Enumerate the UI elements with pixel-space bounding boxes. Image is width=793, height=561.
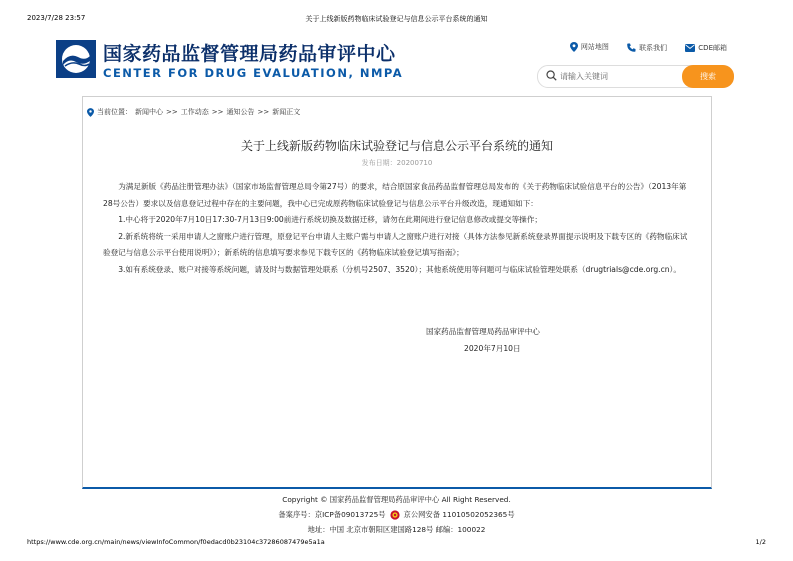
- breadcrumb-separator: >>: [257, 108, 270, 116]
- icp-record[interactable]: 备案序号：京ICP备09013725号: [278, 510, 386, 519]
- location-pin-icon: [570, 42, 578, 52]
- article-container: [82, 96, 712, 489]
- paragraph-item-2: 2.新系统将统一采用申请人之窗账户进行管理，原登记平台申请人主账户需与申请人之窗账户进行对接（具体方法参见新系统登录界面提示说明及下载专区的《药物临床试验登记与信息公示平台使用说明》）；新系统的信息填写要求参见下载专区的《药物临床试验登记填写指南》；: [103, 231, 688, 257]
- breadcrumb-item-work-news[interactable]: 工作动态: [180, 108, 209, 116]
- print-timestamp: 2023/7/28 23:57: [27, 14, 86, 22]
- contact-label: 联系我们: [639, 43, 668, 52]
- search-input[interactable]: [560, 69, 670, 83]
- site-header: [0, 32, 793, 88]
- brand-name-cn[interactable]: 国家药品监督管理局药品审评中心: [103, 43, 396, 65]
- print-doc-title: 关于上线新版药物临床试验登记与信息公示平台系统的通知: [305, 15, 488, 23]
- mail-icon: [685, 44, 695, 52]
- print-page-number: 1/2: [755, 538, 766, 546]
- sitemap-link[interactable]: [570, 42, 609, 52]
- footer-records: [0, 507, 793, 522]
- article-title: 关于上线新版药物临床试验登记与信息公示平台系统的通知: [240, 139, 553, 153]
- contact-link[interactable]: [627, 43, 667, 53]
- signature-org: 国家药品监督管理局药品审评中心: [426, 327, 540, 336]
- article-body: [103, 179, 694, 278]
- copyright: Copyright © 国家药品监督管理局药品审评中心 All Right Reserved.: [282, 495, 511, 504]
- top-links: [554, 42, 727, 54]
- print-url: https://www.cde.org.cn/main/news/viewInfoCommon/f0edacd0b23104c37286087479e5a1a: [27, 538, 325, 546]
- search-icon: [546, 70, 557, 81]
- mail-link[interactable]: [685, 43, 727, 53]
- breadcrumb: [87, 107, 300, 117]
- article-date: [83, 158, 711, 168]
- police-record[interactable]: 京公网安备 11010502052365号: [403, 510, 515, 519]
- breadcrumb-item-news-center[interactable]: 新闻中心: [135, 108, 163, 116]
- breadcrumb-separator: >>: [211, 108, 224, 116]
- breadcrumb-item-notices[interactable]: 通知公告: [226, 108, 255, 116]
- date-value: 20200710: [396, 159, 433, 167]
- paragraph-item-1: 1.中心将于2020年7月10日17:30-7月13日9:00前进行系统切换及数据迁移，请勿在此期间进行登记信息修改或提交等操作；: [118, 215, 542, 224]
- print-header: [27, 14, 766, 26]
- mail-label: CDE邮箱: [698, 44, 727, 52]
- location-pin-icon: [87, 108, 94, 117]
- police-badge-icon: [390, 510, 400, 520]
- breadcrumb-separator: >>: [166, 108, 178, 116]
- date-label: 发布日期：: [361, 159, 397, 167]
- signature-date: 2020年7月10日: [464, 344, 521, 353]
- paragraph-intro: 为满足新版《药品注册管理办法》（国家市场监督管理总局令第27号）的要求，结合原国家食品药品监督管理总局发布的《关于药物临床试验信息平台的公告》（2013年第28号公告）要求以及信息登记过程中存在的主要问题，我中心已完成原药物临床试验登记与信息公示平台升级改造，现通知如下：: [103, 182, 687, 208]
- breadcrumb-item-article: 新闻正文: [272, 108, 301, 116]
- search-button[interactable]: 搜索: [682, 65, 734, 88]
- sitemap-label: 网站地图: [580, 43, 609, 51]
- search-box: [537, 65, 734, 88]
- cde-logo-icon[interactable]: [56, 40, 96, 78]
- paragraph-item-3: 3.如有系统登录、账户对接等系统问题，请及时与数据管理处联系（分机号2507、3520）；其他系统使用等问题可与临床试验管理处联系（drugtrials@cde.org.cn）。: [118, 264, 681, 274]
- site-footer: [0, 492, 793, 537]
- address: 地址：中国 北京市朝阳区建国路128号 邮编：100022: [307, 525, 486, 534]
- brand-name-en: CENTER FOR DRUG EVALUATION, NMPA: [103, 66, 404, 80]
- phone-icon: [627, 43, 636, 52]
- breadcrumb-prefix: 当前位置：: [97, 108, 132, 116]
